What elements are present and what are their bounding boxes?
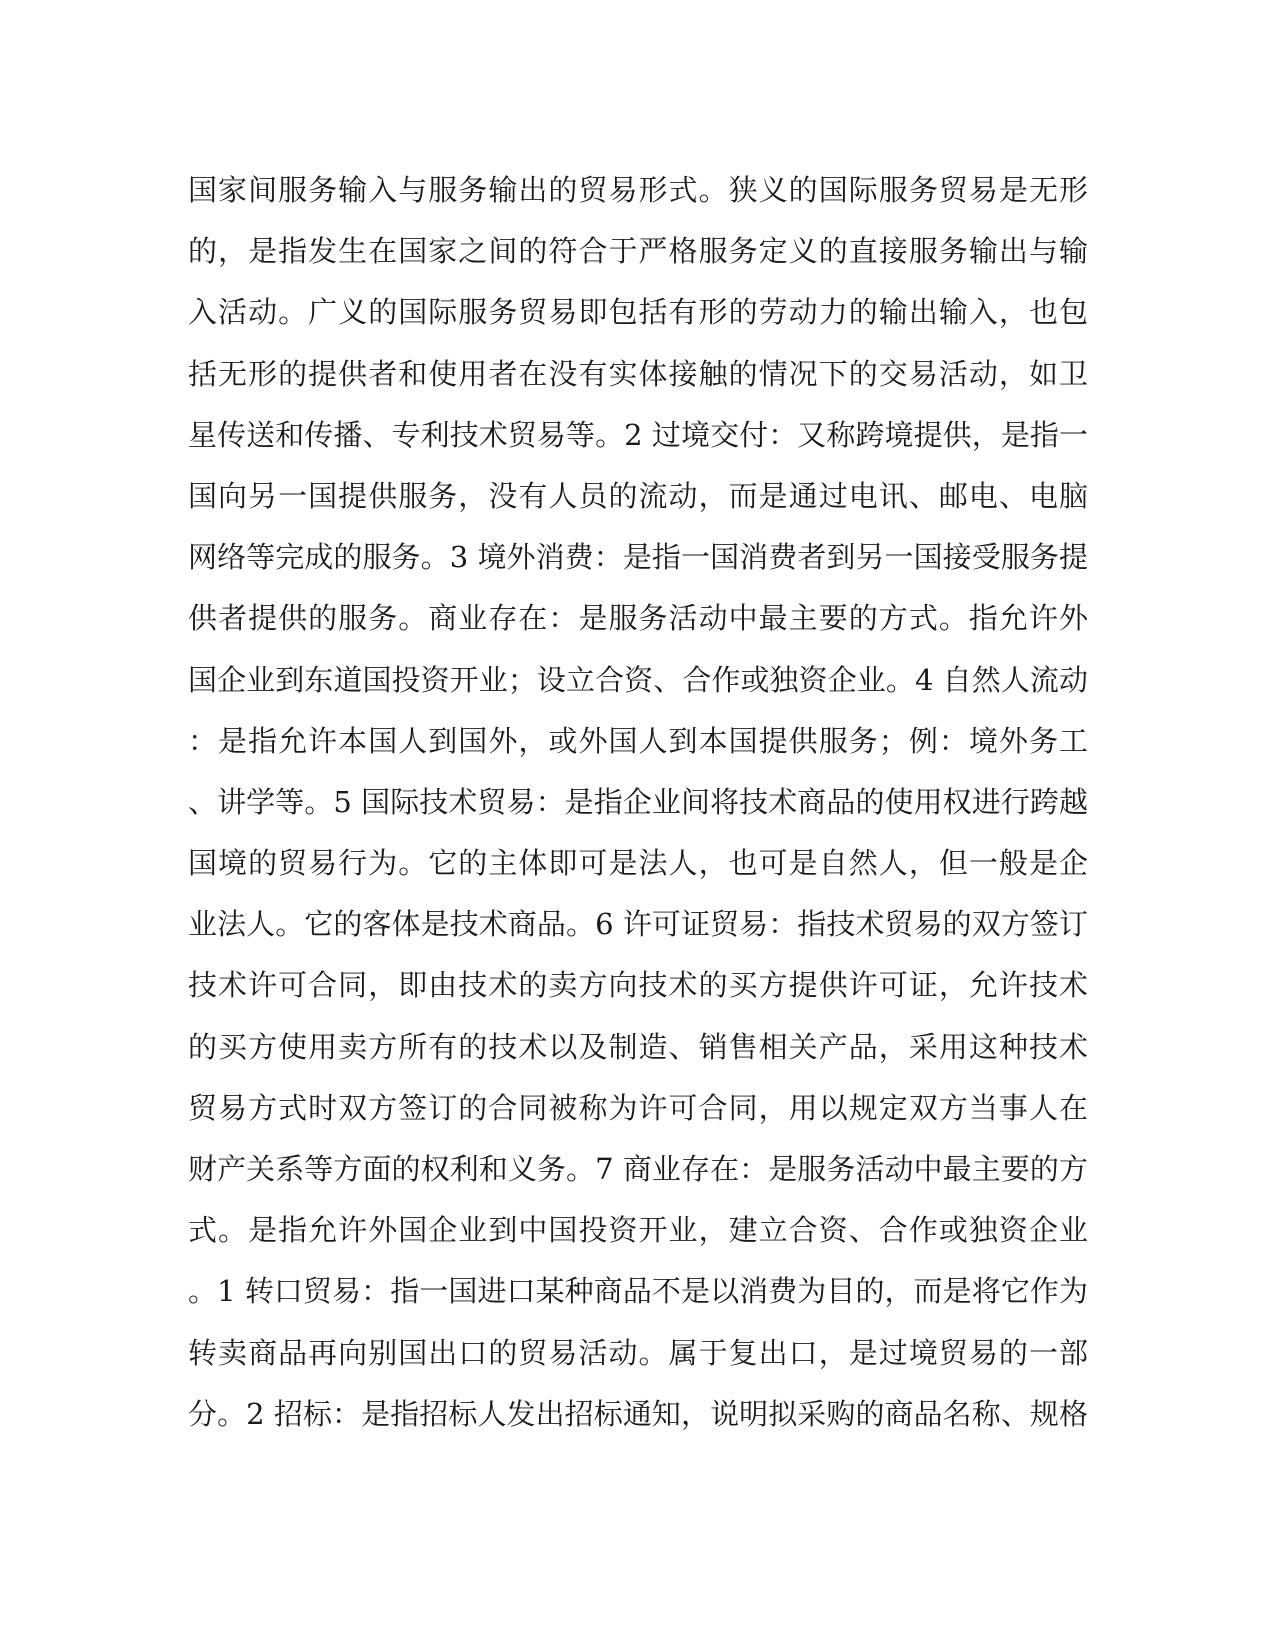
- text-line: 转卖商品再向别国出口的贸易活动。属于复出口，是过境贸易的一部: [188, 1335, 1088, 1370]
- text-line: 的，是指发生在国家之间的符合于严格服务定义的直接服务输出与输: [188, 234, 1088, 269]
- text-line: 星传送和传播、专利技术贸易等。2 过境交付：又称跨境提供，是指一: [188, 417, 1088, 452]
- text-line: 国向另一国提供服务，没有人员的流动，而是通过电讯、邮电、电脑: [188, 478, 1088, 513]
- text-line: 国境的贸易行为。它的主体即可是法人，也可是自然人，但一般是企: [188, 846, 1088, 881]
- text-line: ：是指允许本国人到国外，或外国人到本国提供服务；例：境外务工: [188, 723, 1088, 758]
- text-line: 的买方使用卖方所有的技术以及制造、销售相关产品，采用这种技术: [188, 1029, 1088, 1064]
- text-line: 国企业到东道国投资开业；设立合资、合作或独资企业。4 自然人流动: [188, 662, 1088, 697]
- text-line: 贸易方式时双方签订的合同被称为许可合同，用以规定双方当事人在: [188, 1090, 1088, 1125]
- text-line: 、讲学等。5 国际技术贸易：是指企业间将技术商品的使用权进行跨越: [188, 784, 1088, 819]
- text-line: 国家间服务输入与服务输出的贸易形式。狭义的国际服务贸易是无形: [188, 173, 1088, 207]
- text-line: 财产关系等方面的权利和义务。7 商业存在：是服务活动中最主要的方: [188, 1152, 1088, 1186]
- text-line: 分。2 招标：是指招标人发出招标通知，说明拟采购的商品名称、规格: [188, 1396, 1088, 1431]
- text-line: 式。是指允许外国企业到中国投资开业，建立合资、合作或独资企业: [188, 1213, 1088, 1248]
- body-text: [188, 160, 1088, 1445]
- text-line: 业法人。它的客体是技术商品。6 许可证贸易：指技术贸易的双方签订: [188, 907, 1088, 942]
- text-line: 括无形的提供者和使用者在没有实体接触的情况下的交易活动，如卫: [188, 356, 1088, 391]
- text-line: 。1 转口贸易：指一国进口某种商品不是以消费为目的，而是将它作为: [188, 1274, 1088, 1309]
- text-line: 供者提供的服务。商业存在：是服务活动中最主要的方式。指允许外: [188, 601, 1088, 636]
- text-line: 技术许可合同，即由技术的卖方向技术的买方提供许可证，允许技术: [188, 968, 1088, 1003]
- text-line: 入活动。广义的国际服务贸易即包括有形的劳动力的输出输入，也包: [188, 295, 1088, 330]
- text-line: 网络等完成的服务。3 境外消费：是指一国消费者到另一国接受服务提: [188, 540, 1088, 575]
